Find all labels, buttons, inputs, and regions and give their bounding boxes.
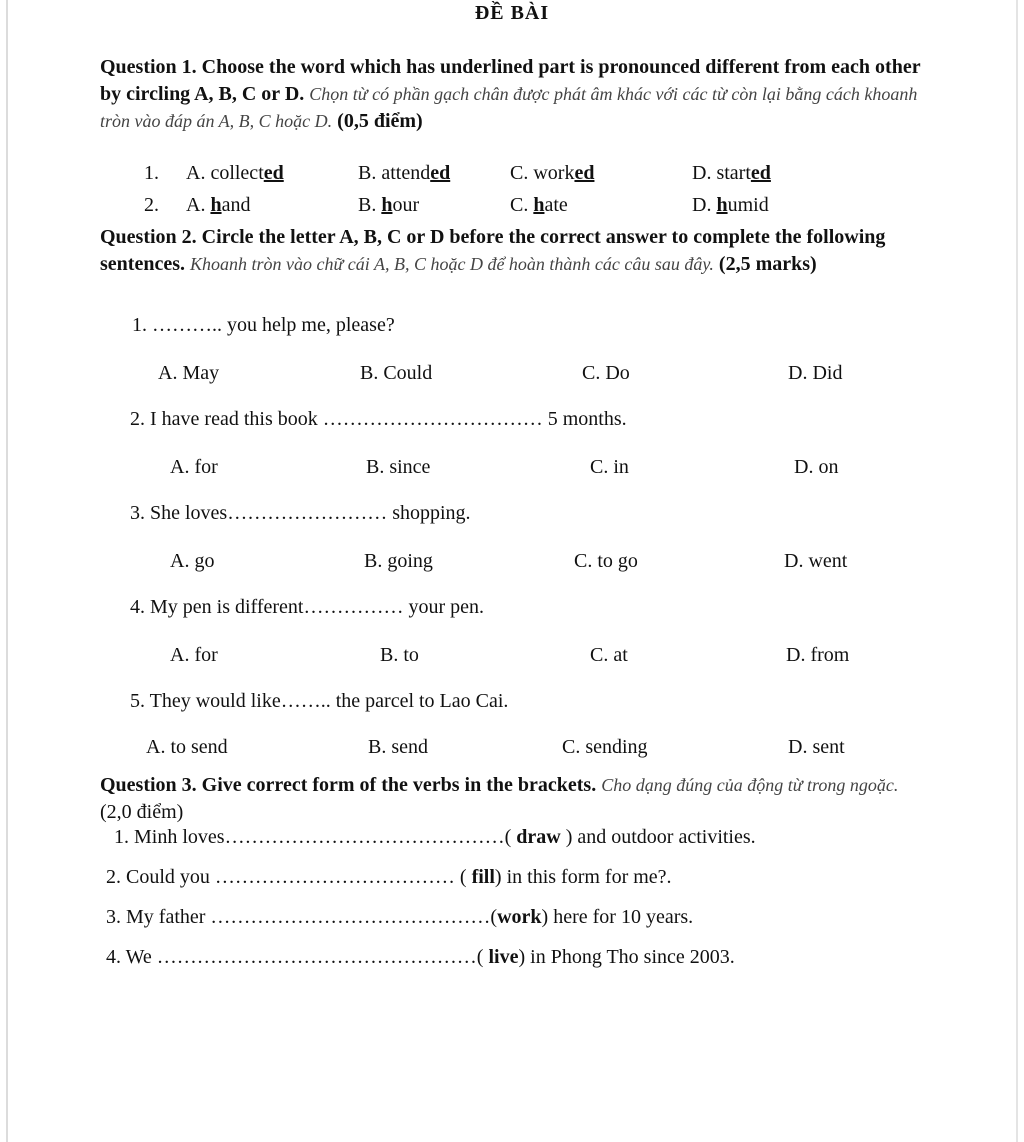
q2-item-4-stem: 4. My pen is different…………… your pen. [130, 596, 485, 618]
q2-item-5-option-d: D. sent [788, 736, 845, 758]
question-2-instruction: Question 2. Circle the letter A, B, C or D before the correct answer to complete the following sentences. [100, 226, 886, 275]
q3-item-2: 2. Could you ……………………………… ( fill) in this form for me?. [106, 866, 672, 888]
question-3-heading [100, 772, 930, 826]
q1-item-2-option-c: C. hate [510, 194, 568, 216]
q2-item-2-option-b: B. since [366, 456, 431, 478]
q1-item-1-option-d: D. started [692, 162, 771, 184]
q2-item-4-option-d: D. from [786, 644, 850, 666]
page-border-left [6, 0, 8, 1142]
q1-item-1-option-b: B. attended [358, 162, 451, 184]
question-2-instruction-vn: Khoanh tròn vào chữ cái A, B, C hoặc D để hoàn thành các câu sau đây. [189, 254, 714, 274]
question-3-marks: (2,0 điểm) [100, 801, 184, 823]
q2-item-5-option-c: C. sending [562, 736, 648, 758]
question-1-heading [100, 54, 930, 135]
question-3-instruction: Question 3. Give correct form of the verbs in the brackets. [100, 774, 597, 796]
question-2-marks: (2,5 marks) [718, 253, 817, 275]
q1-item-1-option-a: A. collected [186, 162, 284, 184]
q2-item-5-stem: 5. They would like…….. the parcel to Lao Cai. [130, 690, 509, 712]
q2-item-1-option-c: C. Do [582, 362, 630, 384]
page-title: ĐỀ BÀI [474, 2, 550, 24]
question-1-marks: (0,5 điểm) [337, 110, 423, 132]
page-border-right [1016, 0, 1018, 1142]
question-2-heading [100, 224, 930, 278]
q2-item-1-stem: 1. ……….. you help me, please? [132, 314, 395, 336]
q2-item-2-stem: 2. I have read this book …………………………… 5 months. [130, 408, 627, 430]
question-1-instruction: Question 1. Choose the word which has underlined part is pronounced different from each other by circling A, B, C or D. [100, 56, 921, 105]
q2-item-1-option-b: B. Could [360, 362, 433, 384]
q1-item-1-option-c: C. worked [510, 162, 595, 184]
q2-item-3-option-d: D. went [784, 550, 848, 572]
q2-item-4-option-c: C. at [590, 644, 628, 666]
q1-item-2-option-b: B. hour [358, 194, 420, 216]
q1-item-2-option-d: D. humid [692, 194, 769, 216]
q1-item-2-option-a: A. hand [186, 194, 251, 216]
q2-item-4-option-b: B. to [380, 644, 419, 666]
q2-item-3-option-c: C. to go [574, 550, 638, 572]
q3-item-3: 3. My father ……………………………………(work) here for 10 years. [106, 906, 694, 928]
q2-item-1-option-d: D. Did [788, 362, 843, 384]
q2-item-1-option-a: A. May [158, 362, 220, 384]
question-3-instruction-vn: Cho dạng đúng của động từ trong ngoặc. [601, 775, 899, 795]
q2-item-5-option-a: A. to send [146, 736, 228, 758]
q2-item-5-option-b: B. send [368, 736, 428, 758]
q1-item-1-number: 1. [144, 162, 159, 184]
q3-item-1: 1. Minh loves……………………………………( draw ) and outdoor activities. [114, 826, 756, 848]
q2-item-3-stem: 3. She loves…………………… shopping. [130, 502, 471, 524]
q2-item-4-option-a: A. for [170, 644, 218, 666]
q3-item-4: 4. We …………………………………………( live) in Phong Tho since 2003. [106, 946, 735, 968]
q2-item-3-option-b: B. going [364, 550, 433, 572]
q1-item-2-number: 2. [144, 194, 159, 216]
q2-item-2-option-c: C. in [590, 456, 629, 478]
q2-item-2-option-d: D. on [794, 456, 839, 478]
question-1-instruction-vn: Chọn từ có phần gạch chân được phát âm khác với các từ còn lại bằng cách khoanh tròn vào đáp án A, B, C hoặc D. [100, 84, 918, 131]
q2-item-2-option-a: A. for [170, 456, 218, 478]
q2-item-3-option-a: A. go [170, 550, 215, 572]
